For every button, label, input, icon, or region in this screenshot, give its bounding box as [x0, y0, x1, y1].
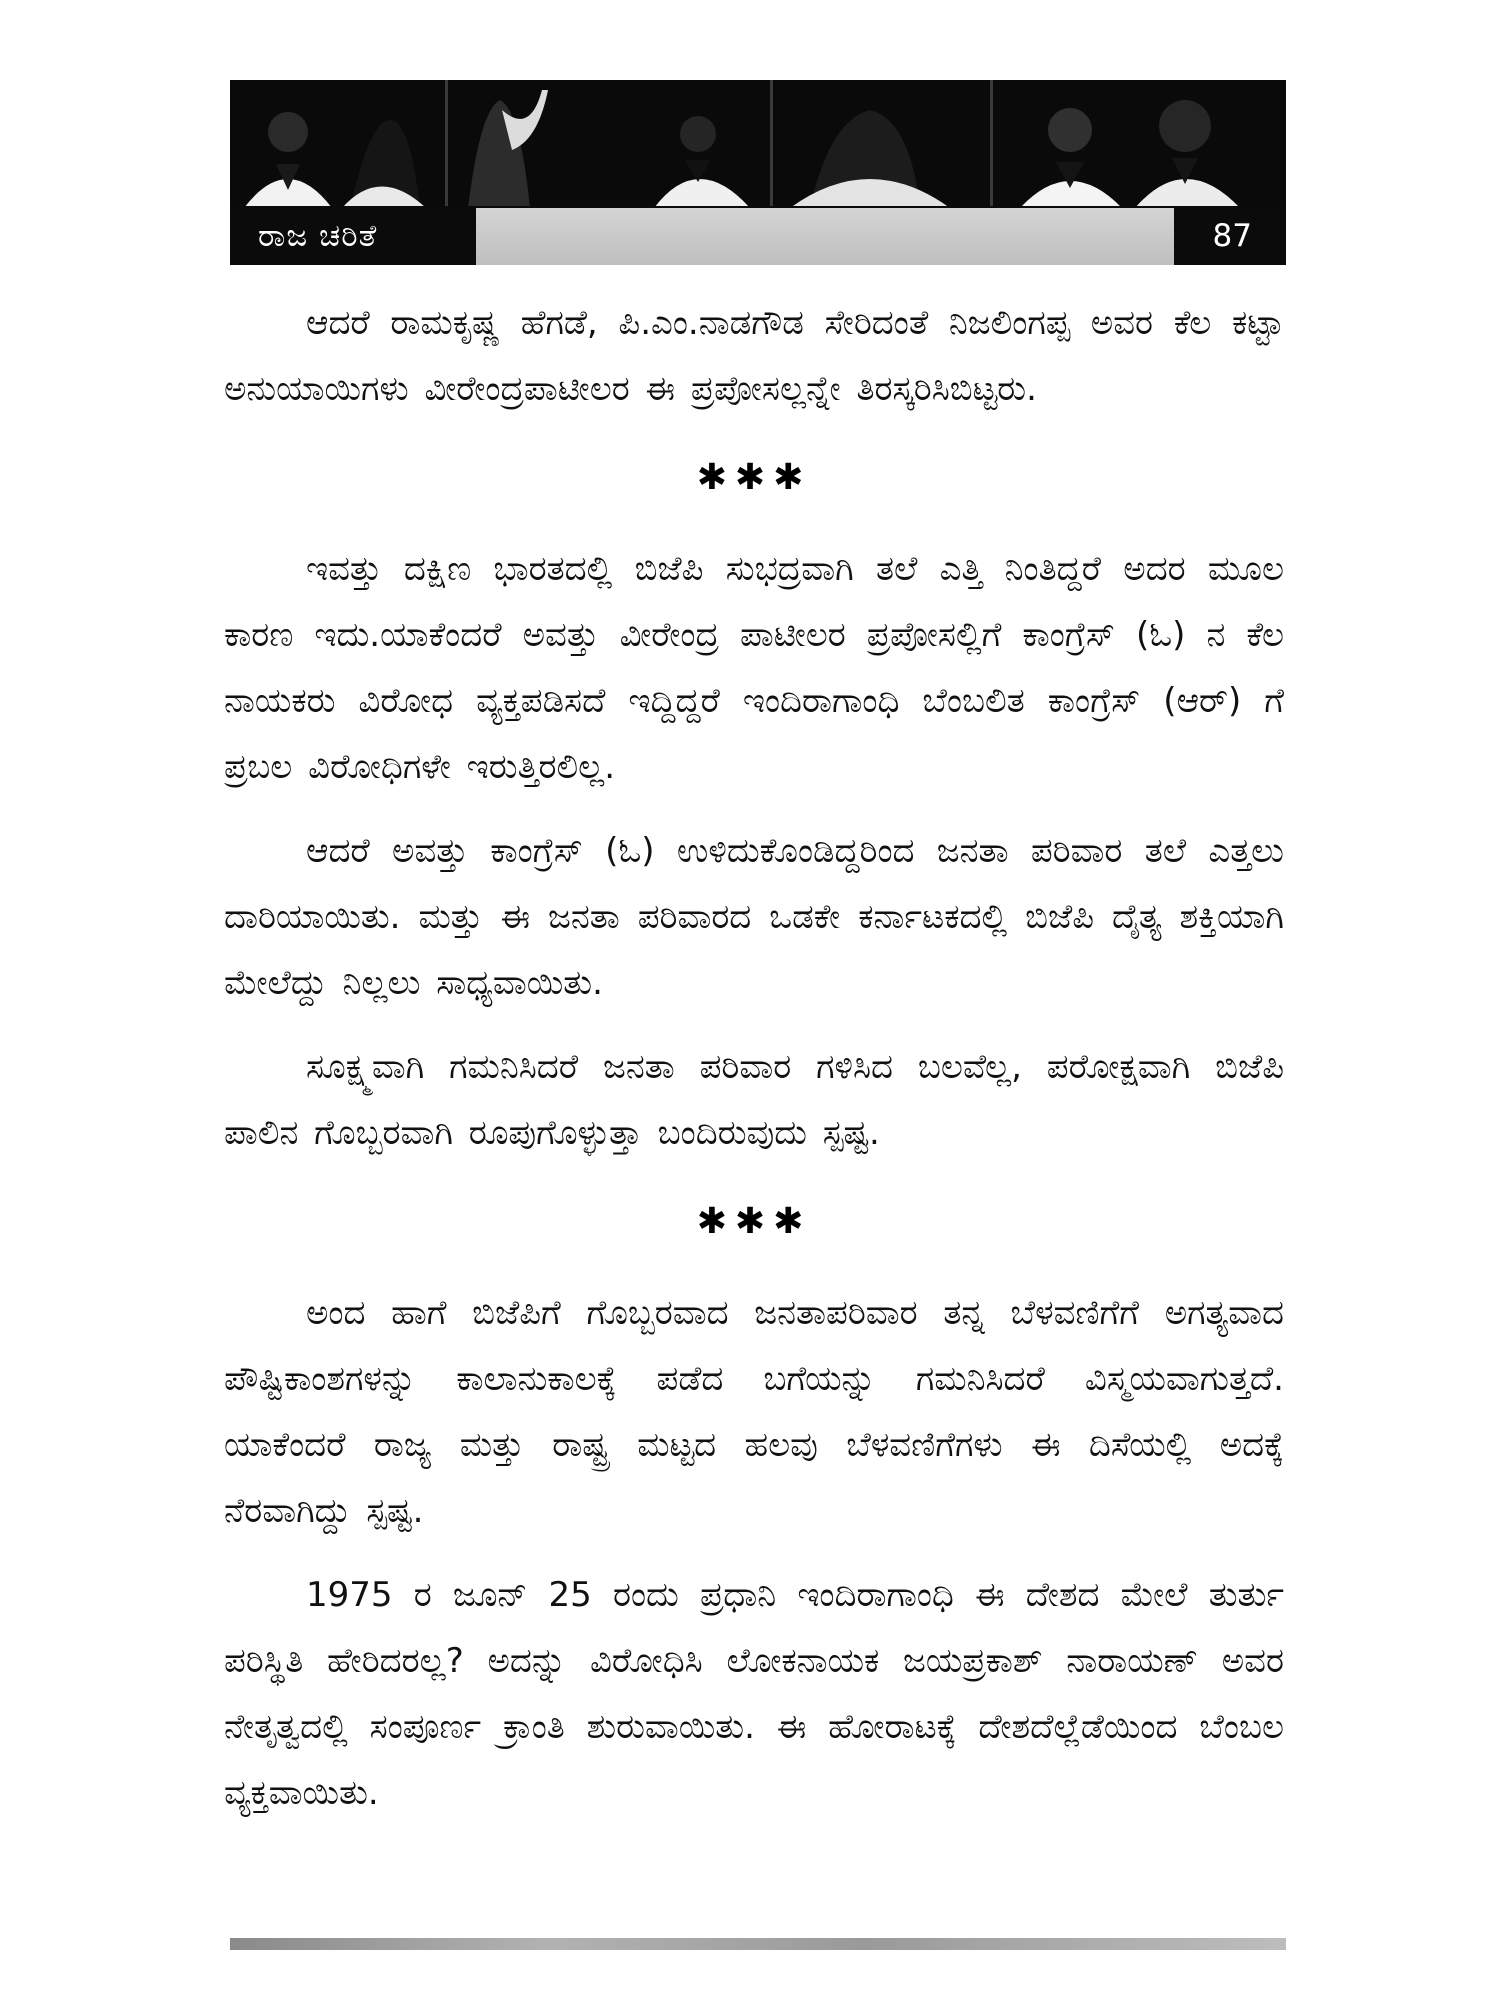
paragraph-2: ಇವತ್ತು ದಕ್ಷಿಣ ಭಾರತದಲ್ಲಿ ಬಿಜೆಪಿ ಸುಭದ್ರವಾಗಿ ತಲೆ ಎತ್ತಿ ನಿಂತಿದ್ದರೆ ಅದರ ಮೂಲ ಕಾರಣ ಇದು.ಯಾಕೆಂದರೆ ಅವತ್ತು ವೀರೇಂದ್ರ ಪಾಟೀಲರ ಪ್ರಪೋಸಲ್ಲಿಗೆ ಕಾಂಗ್ರೆಸ್ (ಓ) ನ ಕೆಲ ನಾಯಕರು ವಿರೋಧ ವ್ಯಕ್ತಪಡಿಸದೆ ಇದ್ದಿದ್ದರೆ ಇಂದಿರಾಗಾಂಧಿ ಬೆಂಬಲಿತ ಕಾಂಗ್ರೆಸ್ (ಆರ್) ಗೆ ಪ್ರಬಲ ವಿರೋಧಿಗಳೇ ಇರುತ್ತಿರಲಿಲ್ಲ.	[224, 549, 1284, 787]
paragraph-6: 1975 ರ ಜೂನ್ 25 ರಂದು ಪ್ರಧಾನಿ ಇಂದಿರಾಗಾಂಧಿ ಈ ದೇಶದ ಮೇಲೆ ತುರ್ತು ಪರಿಸ್ಥಿತಿ ಹೇರಿದರಲ್ಲ? ಅದನ್ನು ವಿರೋಧಿಸಿ ಲೋಕನಾಯಕ ಜಯಪ್ರಕಾಶ್ ನಾರಾಯಣ್ ಅವರ ನೇತೃತ್ವದಲ್ಲಿ ಸಂಪೂರ್ಣ ಕ್ರಾಂತಿ ಶುರುವಾಯಿತು. ಈ ಹೋರಾಟಕ್ಕೆ ದೇಶದೆಲ್ಲೆಡೆಯಿಂದ ಬೆಂಬಲ ವ್ಯಕ್ತವಾಯಿತು.	[224, 1575, 1284, 1813]
page-header	[230, 80, 1286, 265]
paragraph-1: ಆದರೆ ರಾಮಕೃಷ್ಣ ಹೆಗಡೆ, ಪಿ.ಎಂ.ನಾಡಗೌಡ ಸೇರಿದಂತೆ ನಿಜಲಿಂಗಪ್ಪ ಅವರ ಕೆಲ ಕಟ್ಟಾ ಅನುಯಾಯಿಗಳು ವೀರೇಂದ್ರಪಾಟೀಲರ ಈ ಪ್ರಪೋಸಲ್ಲನ್ನೇ ತಿರಸ್ಕರಿಸಿಬಿಟ್ಟರು.	[224, 303, 1284, 409]
page-body	[224, 290, 1284, 1844]
book-title: ರಾಜ ಚರಿತೆ	[258, 218, 378, 254]
section-separator-2: ✱✱✱	[696, 1201, 812, 1242]
page-number: 87	[1212, 218, 1252, 254]
footer-rule	[230, 1938, 1286, 1950]
paragraph-3: ಆದರೆ ಅವತ್ತು ಕಾಂಗ್ರೆಸ್ (ಓ) ಉಳಿದುಕೊಂಡಿದ್ದರಿಂದ ಜನತಾ ಪರಿವಾರ ತಲೆ ಎತ್ತಲು ದಾರಿಯಾಯಿತು. ಮತ್ತು ಈ ಜನತಾ ಪರಿವಾರದ ಒಡಕೇ ಕರ್ನಾಟಕದಲ್ಲಿ ಬಿಜೆಪಿ ದೈತ್ಯ ಶಕ್ತಿಯಾಗಿ ಮೇಲೆದ್ದು ನಿಲ್ಲಲು ಸಾಧ್ಯವಾಯಿತು.	[224, 831, 1284, 1003]
section-separator-1: ✱✱✱	[696, 457, 812, 498]
header-gray-bar	[476, 208, 1174, 265]
paragraph-5: ಅಂದ ಹಾಗೆ ಬಿಜೆಪಿಗೆ ಗೊಬ್ಬರವಾದ ಜನತಾಪರಿವಾರ ತನ್ನ ಬೆಳವಣಿಗೆಗೆ ಅಗತ್ಯವಾದ ಪೌಷ್ಟಿಕಾಂಶಗಳನ್ನು ಕಾಲಾನುಕಾಲಕ್ಕೆ ಪಡೆದ ಬಗೆಯನ್ನು ಗಮನಿಸಿದರೆ ವಿಸ್ಮಯವಾಗುತ್ತದೆ. ಯಾಕೆಂದರೆ ರಾಜ್ಯ ಮತ್ತು ರಾಷ್ಟ್ರ ಮಟ್ಟದ ಹಲವು ಬೆಳವಣಿಗೆಗಳು ಈ ದಿಸೆಯಲ್ಲಿ ಅದಕ್ಕೆ ನೆರವಾಗಿದ್ದು ಸ್ಪಷ್ಟ.	[224, 1293, 1284, 1531]
paragraph-4: ಸೂಕ್ಷ್ಮವಾಗಿ ಗಮನಿಸಿದರೆ ಜನತಾ ಪರಿವಾರ ಗಳಿಸಿದ ಬಲವೆಲ್ಲ, ಪರೋಕ್ಷವಾಗಿ ಬಿಜೆಪಿ ಪಾಲಿನ ಗೊಬ್ಬರವಾಗಿ ರೂಪುಗೊಳ್ಳುತ್ತಾ ಬಂದಿರುವುದು ಸ್ಪಷ್ಟ.	[224, 1047, 1284, 1153]
